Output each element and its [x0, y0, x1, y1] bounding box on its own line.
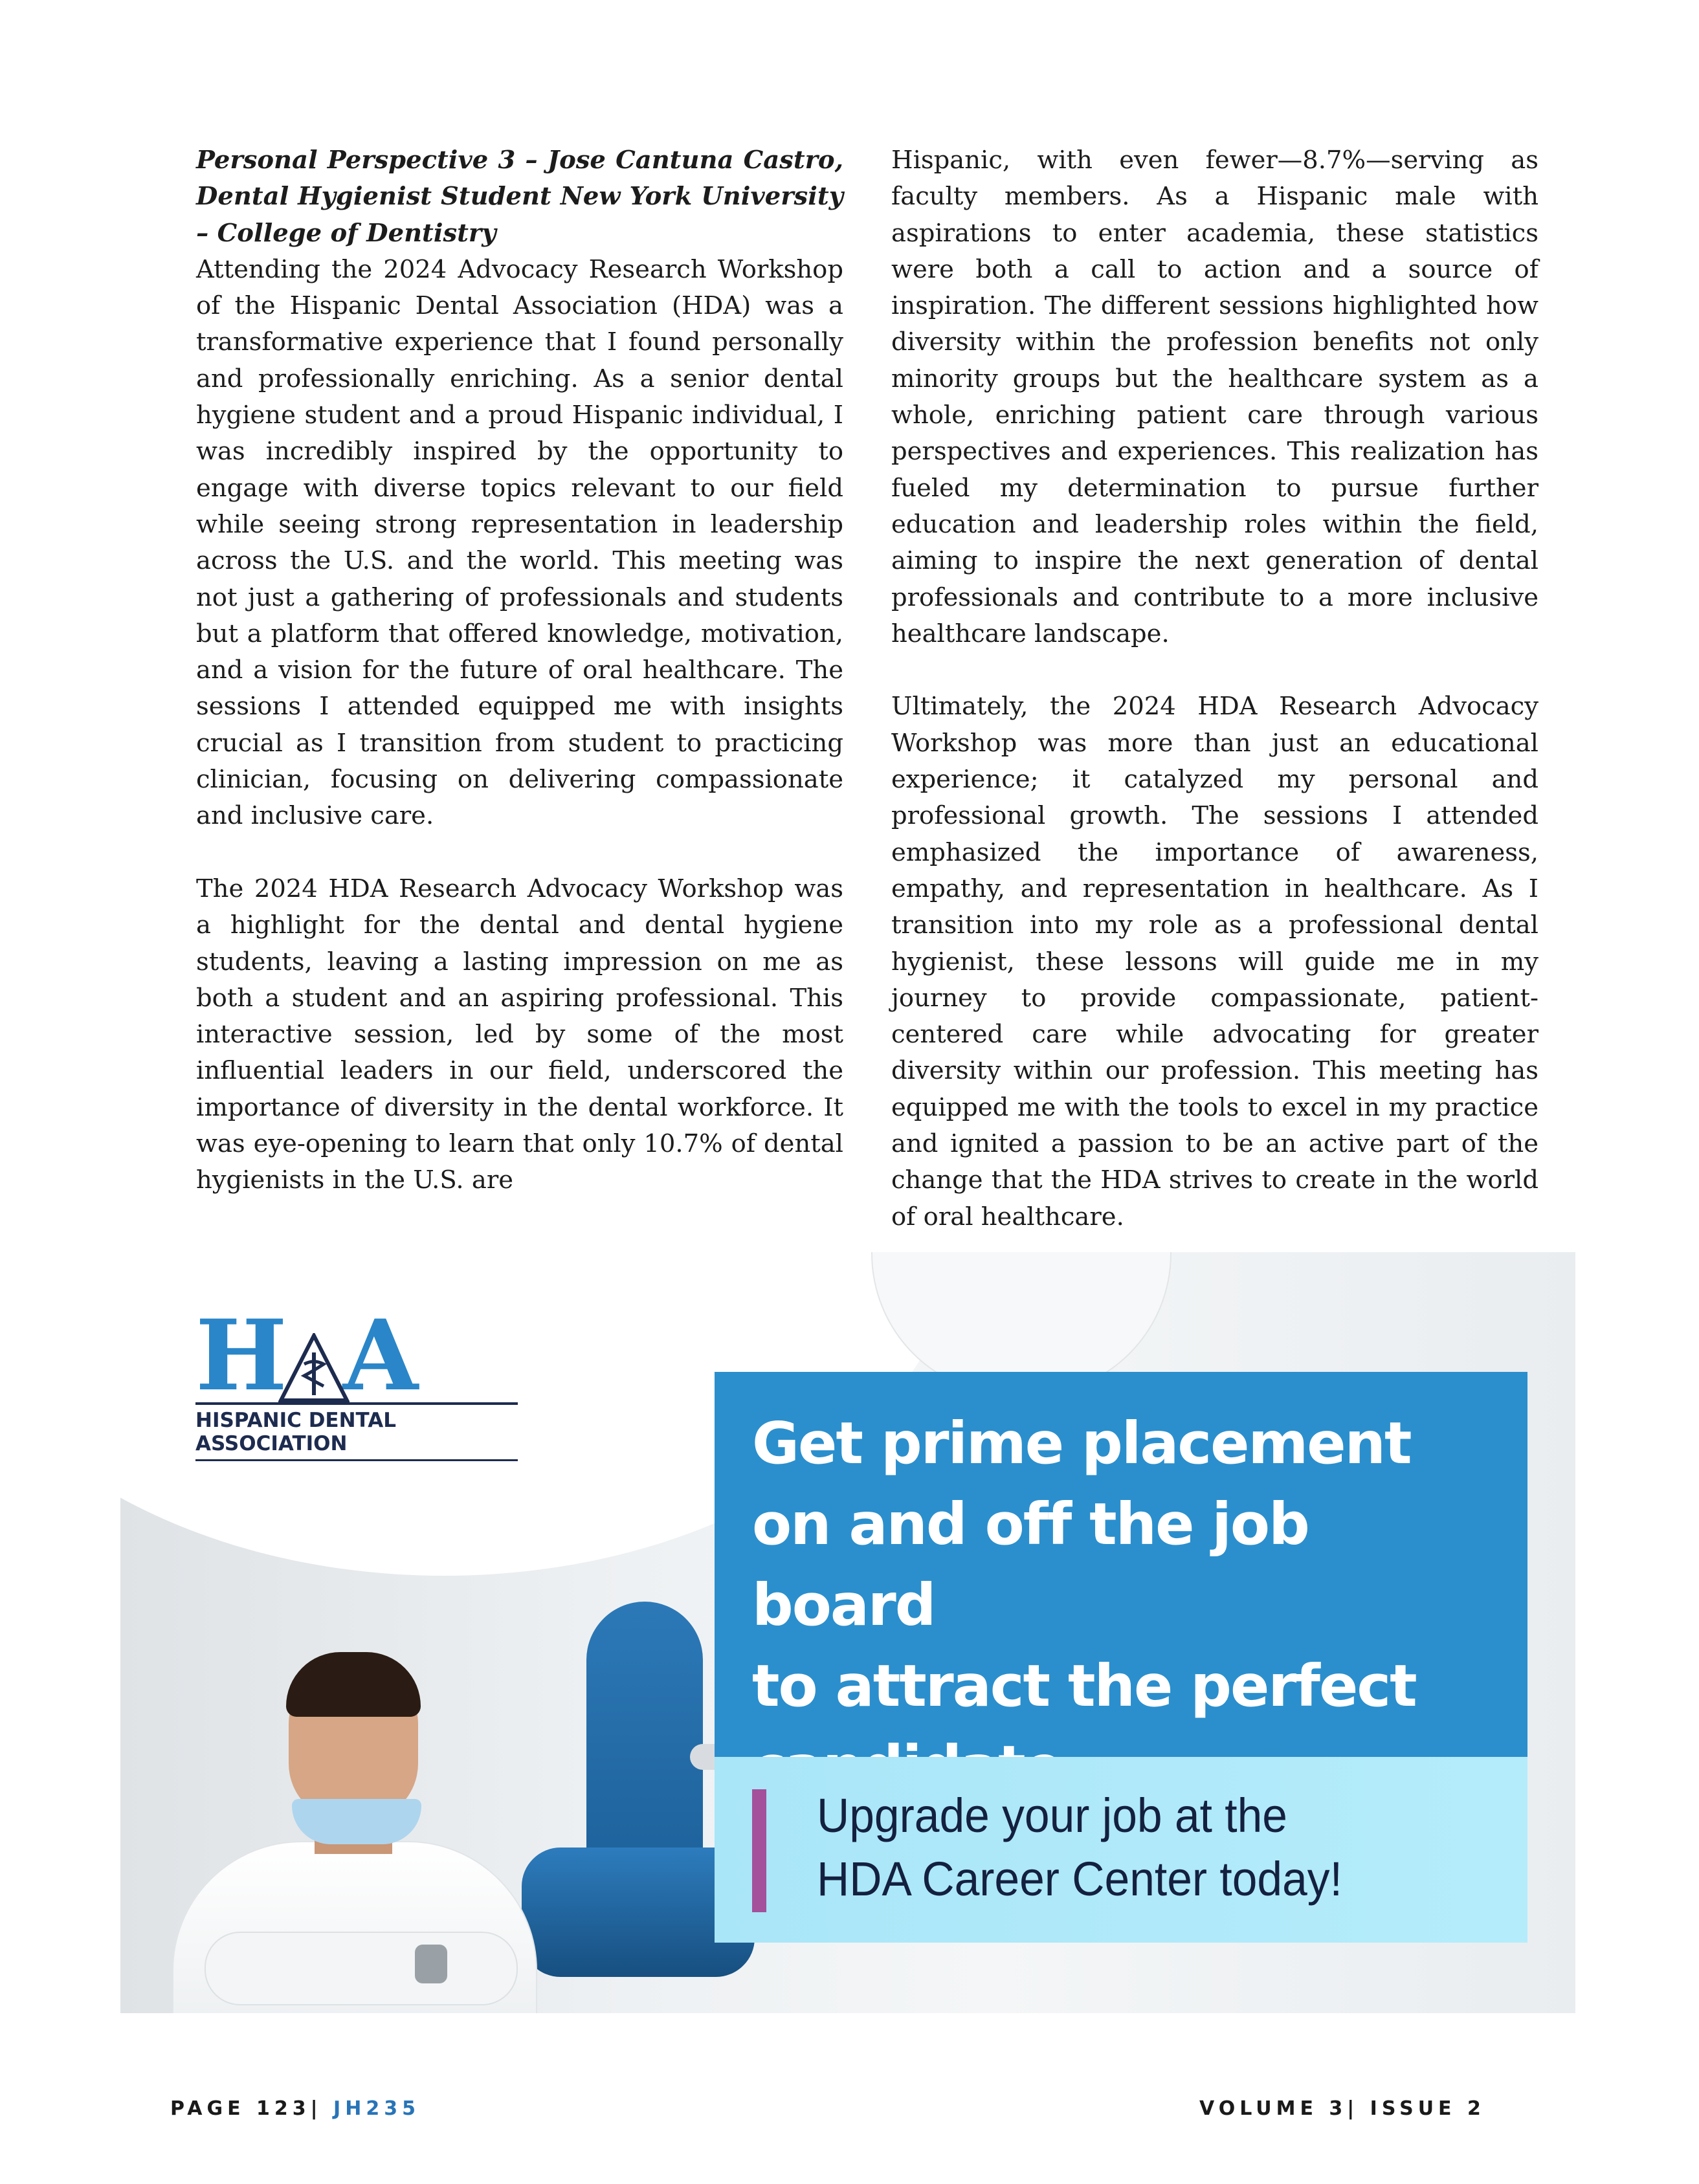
- logo-letter-a: A: [342, 1299, 416, 1413]
- watch-icon: [415, 1945, 447, 1983]
- article-heading: Personal Perspective 3 – Jose Cantuna Castro, Dental Hygienist Student New York University – College of Dentistry: [196, 146, 843, 248]
- journal-code: JH235: [333, 2097, 420, 2120]
- ad-headline: Get prime placement on and off the job board to attract the perfect: [752, 1409, 1416, 1719]
- hda-logo: [195, 1299, 532, 1461]
- logo-letter-h: H: [195, 1299, 285, 1413]
- footer-page-info: [170, 2097, 420, 2120]
- article-column-right: [891, 142, 1538, 1235]
- ad-headline-box: [715, 1372, 1527, 1757]
- accent-bar: [752, 1789, 766, 1912]
- paragraph-4: Ultimately, the 2024 HDA Research Advocacy Workshop was more than just an educational experience; it catalyzed my personal and professional growth. The sessions I attended emphasized the importance of awareness, empathy, and representation in healthcare. As I transition into my role as a professional dental hygienist, these lessons will guide me in my journey to provide compassionate, patient-centered care while advocating for greater diversity within our profession. This meeting has equipped me with the tools to excel in my practice and ignited a passion to be an active part of the change that the HDA strives to create in the world of oral healthcare.: [891, 692, 1538, 1231]
- page-number: PAGE 123|: [170, 2097, 322, 2120]
- caduceus-emblem-icon: [278, 1329, 350, 1400]
- ad-cta-box[interactable]: [715, 1757, 1527, 1943]
- paragraph-1: Attending the 2024 Advocacy Research Workshop of the Hispanic Dental Association (HDA) was a transformative experience that I found personally and professionally enriching. As a senior dental hygiene student and a proud Hispanic individual, I was incredibly inspired by the opportunity to engage with diverse topics relevant to our field while seeing strong representation in leadership across the U.S. and the world. This meeting was not just a gathering of professionals and students but a platform that offered knowledge, motivation, and a vision for the future of oral healthcare. The sessions I attended equipped me with insights crucial as I transition from student to practicing clinician, focusing on delivering compassionate and inclusive care.: [196, 254, 843, 831]
- footer-issue-info: VOLUME 3| ISSUE 2: [1199, 2097, 1485, 2120]
- dentist-photo: [159, 1660, 586, 2013]
- logo-subtitle: HISPANIC DENTAL ASSOCIATION: [195, 1409, 397, 1456]
- ad-cta-text: Upgrade your job at the HDA Career Center today!: [817, 1789, 1342, 1906]
- article-column-left: [196, 142, 843, 1199]
- paragraph-2: The 2024 HDA Research Advocacy Workshop was a highlight for the dental and dental hygiene students, leaving a lasting impression on me as both a student and an aspiring professional. This interactive session, led by some of the most influential leaders in our field, underscored the importance of diversity in the dental workforce. It was eye-opening to learn that only 10.7% of dental hygienists in the U.S. are: [196, 874, 843, 1195]
- paragraph-3: Hispanic, with even fewer—8.7%—serving as faculty members. As a Hispanic male with aspirations to enter academia, these statistics were both a call to action and a source of inspiration. The different sessions highlighted how diversity within the profession benefits not only minority groups but the healthcare system as a whole, enriching patient care through various perspectives and experiences. This realization has fueled my determination to pursue further education and leadership roles within the field, aiming to inspire the next generation of dental professionals and contribute to a more inclusive healthcare landscape.: [891, 146, 1538, 648]
- career-center-ad[interactable]: [120, 1252, 1575, 2013]
